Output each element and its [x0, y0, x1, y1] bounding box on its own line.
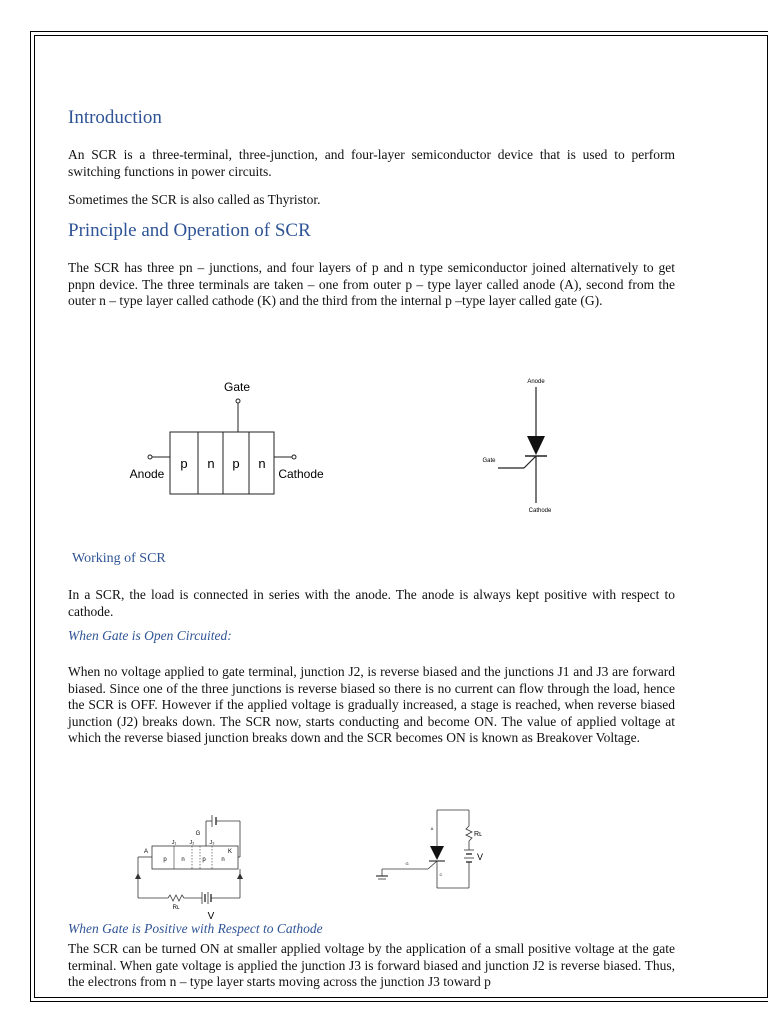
fig1-layer-n2: n — [258, 456, 266, 471]
fig1-gate-terminal — [236, 399, 240, 403]
figure-scr-circuit-schematic — [370, 808, 495, 898]
gate-positive-paragraph: The SCR can be turned ON at smaller applied voltage by the application of a small positive voltage at the gate terminal. When gate voltage is applied the junction J3 is forward biased and junction J2 is reverse biased. Thus, the electrons from n – type layer starts moving across the junction J3 toward p — [68, 941, 675, 989]
fig3-a-label: A — [143, 849, 149, 855]
fig4-rl-label: Rʟ — [474, 831, 482, 838]
gate-open-paragraph: When no voltage applied to gate terminal, junction J2, is reverse biased and the junctions J1 and J3 are forward biased. Since one of the three junctions is reverse biased so there is no current can flow through the load, hence the SCR is OFF. However if the applied voltage is gradually increased, a stage is reached, when reverse biased junction (J2) breaks down. The SCR now, starts conducting and become ON. The value of applied voltage at which the reverse biased junction breaks down and the SCR becomes ON is known as Breakover Voltage. — [68, 664, 675, 745]
fig4-g-label: G — [405, 861, 409, 866]
fig1-cathode-label: Cathode — [278, 467, 324, 481]
intro-paragraph-2: Sometimes the SCR is also called as Thyristor. — [68, 192, 321, 207]
principle-paragraph: The SCR has three pn – junctions, and four layers of p and n type semiconductor joined alternatively to get pnpn device. The three terminals are taken – one from outer p – type layer called anode (A), second from the outer n – type layer called cathode (K) and the third from the internal p –type layer called gate (G). — [68, 260, 675, 308]
fig3-layer-p1: p — [163, 857, 167, 863]
figure-pnpn-structure — [125, 370, 335, 500]
fig4-a-label: A — [430, 826, 434, 831]
fig2-cathode-label: Cathode — [528, 508, 552, 514]
fig3-j2-label: J₂ — [189, 840, 195, 846]
heading-gate-open: When Gate is Open Circuited: — [68, 628, 232, 643]
fig2-diode-triangle — [527, 436, 545, 455]
fig1-layer-p2: p — [232, 456, 240, 471]
fig3-layer-n1: n — [181, 857, 185, 863]
fig3-j1-label: J₁ — [171, 840, 177, 846]
fig4-load-resistor — [466, 826, 472, 841]
heading-introduction: Introduction — [68, 107, 162, 128]
figure-scr-symbol — [480, 375, 580, 520]
heading-principle: Principle and Operation of SCR — [68, 220, 311, 241]
fig3-j3-label: J₃ — [209, 840, 215, 846]
working-paragraph: In a SCR, the load is connected in series with the anode. The anode is always kept positive with respect to cathode. — [68, 587, 675, 619]
intro-paragraph-1: An SCR is a three-terminal, three-junction, and four-layer semiconductor device that is used to perform switching functions in power circuits. — [68, 147, 675, 179]
fig4-scr-triangle — [430, 846, 444, 860]
fig3-g-label: G — [195, 831, 201, 837]
fig3-v-label: V — [207, 911, 215, 922]
fig2-gate-label: Gate — [482, 458, 496, 464]
fig1-gate-label: Gate — [223, 380, 251, 394]
fig4-c-label: C — [439, 872, 443, 877]
fig4-v-label: V — [476, 852, 484, 862]
fig3-rl-label: Rʟ — [172, 905, 180, 911]
heading-gate-positive: When Gate is Positive with Respect to Cathode — [68, 921, 323, 936]
figure-scr-circuit-block — [130, 805, 260, 920]
fig2-anode-label: Anode — [527, 379, 545, 385]
fig3-load-resistor — [168, 895, 184, 901]
fig1-layer-p1: p — [180, 456, 188, 471]
fig1-anode-label: Anode — [129, 467, 165, 481]
fig3-layer-n2: n — [221, 857, 225, 863]
heading-working: Working of SCR — [72, 551, 166, 566]
fig1-layer-n1: n — [207, 456, 215, 471]
fig3-layer-p2: p — [202, 857, 206, 863]
fig3-k-label: K — [227, 849, 233, 855]
